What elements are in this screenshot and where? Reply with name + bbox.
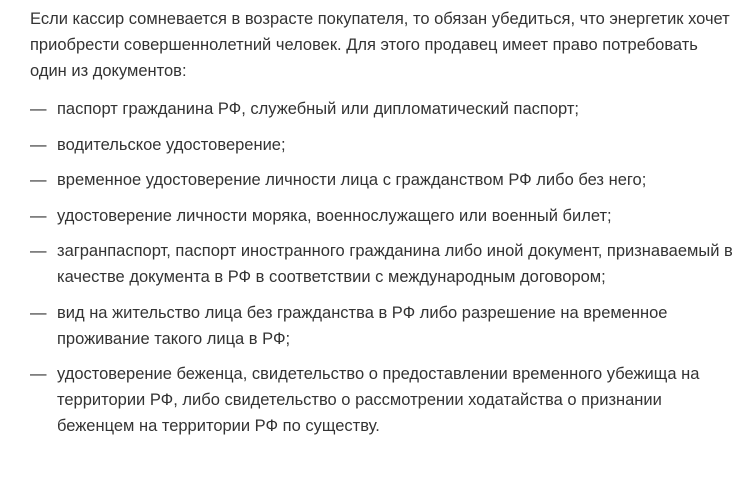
dash-bullet: — — [30, 365, 47, 383]
list-item — [30, 132, 739, 158]
list-item-text: удостоверение беженца, свидетельство о предоставлении временного убежища на территории РФ, либо свидетельство о рассмотрении ходатайства о признании беженцем на территории РФ по существу. — [57, 365, 700, 435]
list-item-text: паспорт гражданина РФ, служебный или дипломатический паспорт; — [57, 100, 579, 118]
dash-bullet: — — [30, 171, 47, 189]
dash-bullet: — — [30, 206, 47, 225]
list-item-text: загранпаспорт, паспорт иностранного гражданина либо иной документ, признаваемый в качестве документа в РФ в соответствии с международным договором; — [57, 242, 733, 286]
dash-bullet: — — [30, 100, 47, 118]
list-item-text: временное удостоверение личности лица с гражданством РФ либо без него; — [57, 171, 647, 189]
documents-list — [30, 96, 739, 439]
list-item-text: удостоверение личности моряка, военнослужащего или военный билет; — [57, 206, 612, 225]
list-item-text: вид на жительство лица без гражданства в РФ либо разрешение на временное проживание такого лица в РФ; — [57, 303, 668, 348]
dash-bullet: — — [30, 242, 47, 260]
dash-bullet: — — [30, 303, 47, 322]
list-item — [30, 96, 739, 122]
intro-paragraph: Если кассир сомневается в возрасте покупателя, то обязан убедиться, что энергетик хочет приобрести совершеннолетний человек. Для этого продавец имеет право потребовать один из документов: — [30, 10, 730, 80]
list-item — [30, 300, 739, 352]
list-item-text: водительское удостоверение; — [57, 135, 286, 154]
list-item — [30, 238, 739, 290]
list-item — [30, 167, 739, 193]
dash-bullet: — — [30, 135, 47, 154]
list-item — [30, 203, 739, 229]
list-item — [30, 361, 739, 439]
